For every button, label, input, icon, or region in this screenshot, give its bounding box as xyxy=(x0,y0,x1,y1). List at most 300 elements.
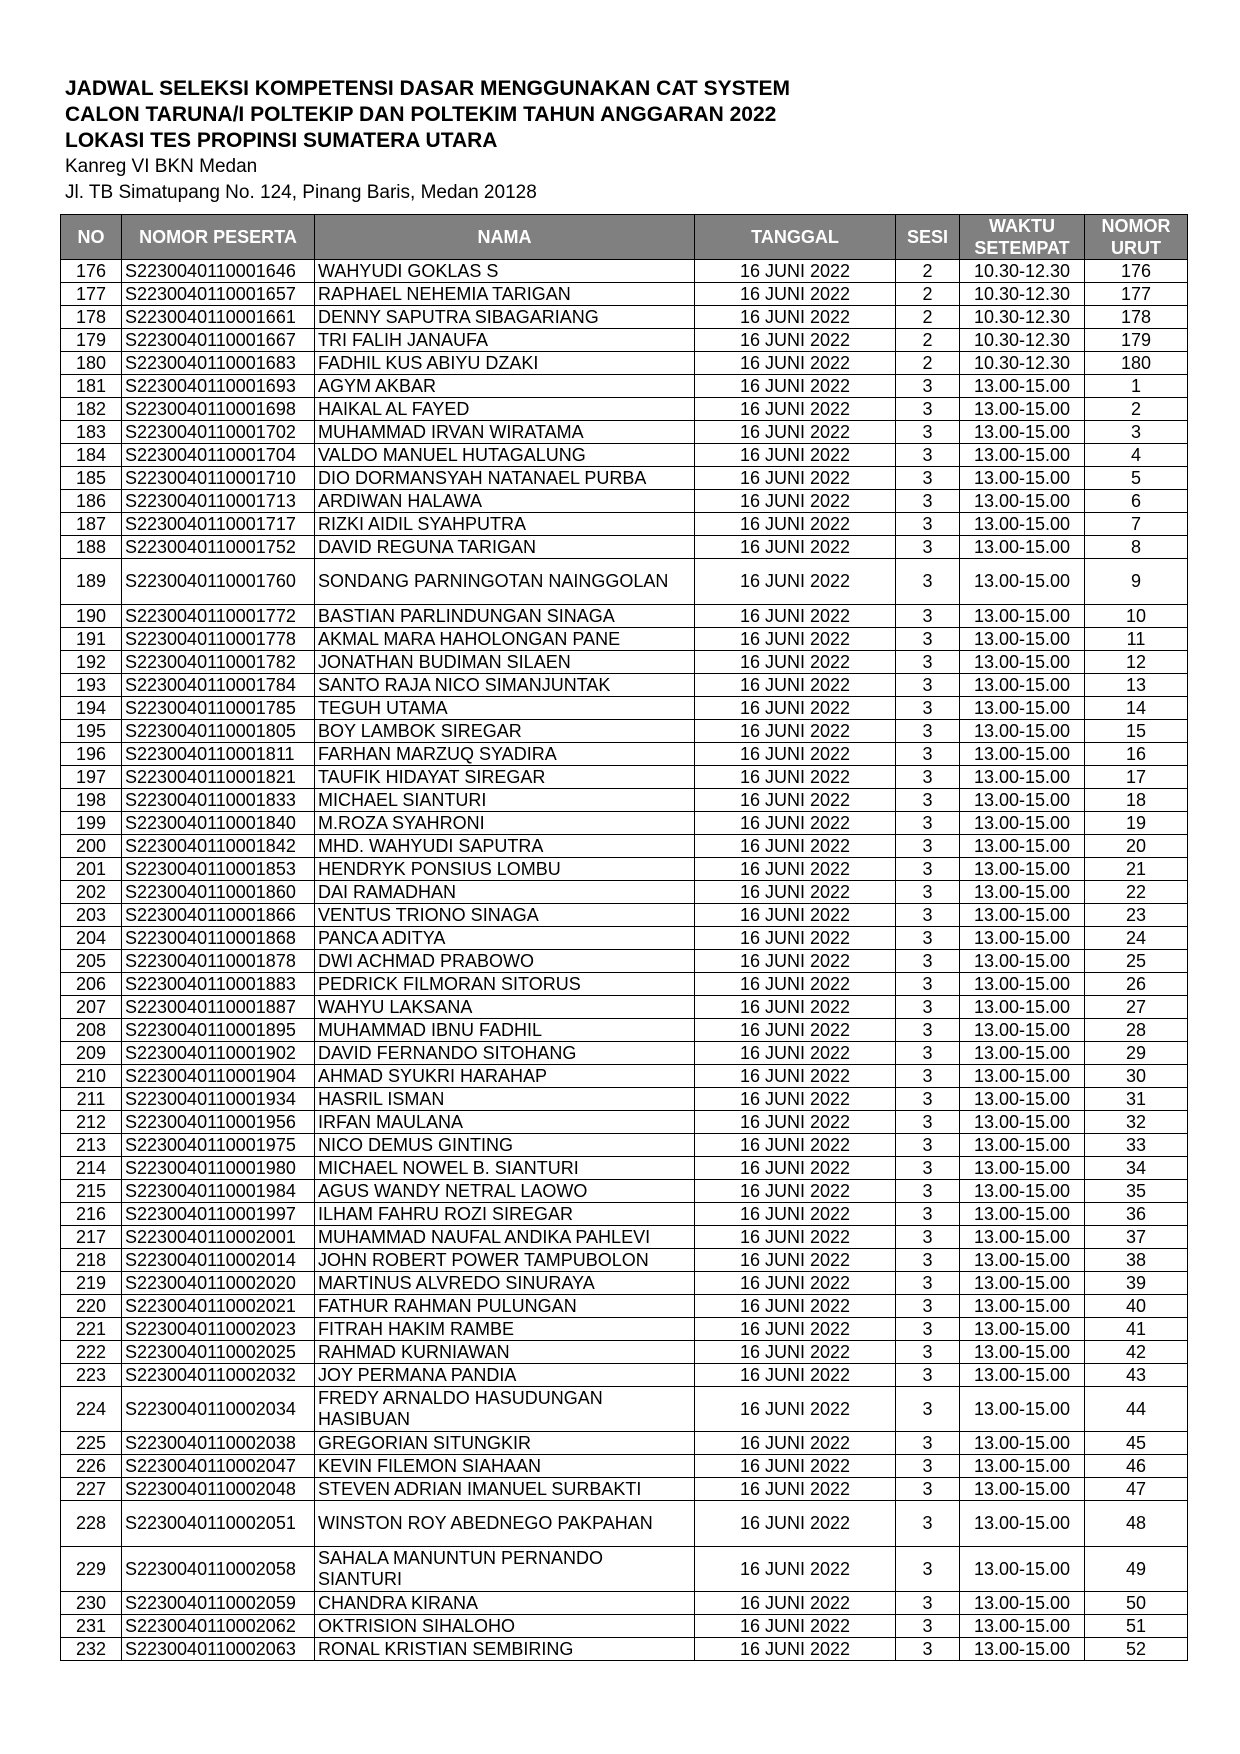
cell-tanggal: 16 JUNI 2022 xyxy=(695,490,896,513)
cell-tanggal: 16 JUNI 2022 xyxy=(695,1042,896,1065)
cell-sesi: 3 xyxy=(896,398,960,421)
cell-nomor-peserta: S2230040110001984 xyxy=(122,1180,315,1203)
table-body xyxy=(61,260,1188,1661)
table-row xyxy=(61,789,1188,812)
cell-tanggal: 16 JUNI 2022 xyxy=(695,1226,896,1249)
title-line-3: LOKASI TES PROPINSI SUMATERA UTARA xyxy=(65,129,498,152)
cell-waktu-setempat: 13.00-15.00 xyxy=(960,490,1085,513)
table-row xyxy=(61,375,1188,398)
cell-no: 232 xyxy=(61,1638,122,1661)
cell-nama: ILHAM FAHRU ROZI SIREGAR xyxy=(315,1203,695,1226)
table-row xyxy=(61,490,1188,513)
cell-sesi: 3 xyxy=(896,674,960,697)
cell-nomor-peserta: S2230040110001760 xyxy=(122,559,315,605)
table-row xyxy=(61,398,1188,421)
cell-waktu-setempat: 10.30-12.30 xyxy=(960,260,1085,283)
cell-nomor-peserta: S2230040110001878 xyxy=(122,950,315,973)
cell-no: 184 xyxy=(61,444,122,467)
cell-tanggal: 16 JUNI 2022 xyxy=(695,467,896,490)
cell-no: 187 xyxy=(61,513,122,536)
cell-nomor-peserta: S2230040110001997 xyxy=(122,1203,315,1226)
cell-nomor-urut: 33 xyxy=(1085,1134,1188,1157)
cell-nomor-urut: 179 xyxy=(1085,329,1188,352)
cell-tanggal: 16 JUNI 2022 xyxy=(695,1134,896,1157)
cell-nomor-peserta: S2230040110001866 xyxy=(122,904,315,927)
cell-sesi: 3 xyxy=(896,513,960,536)
venue-address: Jl. TB Simatupang No. 124, Pinang Baris, Medan 20128 xyxy=(65,182,537,203)
cell-tanggal: 16 JUNI 2022 xyxy=(695,1019,896,1042)
cell-no: 225 xyxy=(61,1432,122,1455)
table-row xyxy=(61,651,1188,674)
cell-nomor-peserta: S2230040110002020 xyxy=(122,1272,315,1295)
cell-nama: AHMAD SYUKRI HARAHAP xyxy=(315,1065,695,1088)
table-row xyxy=(61,1387,1188,1432)
cell-nomor-urut: 16 xyxy=(1085,743,1188,766)
cell-no: 178 xyxy=(61,306,122,329)
cell-nama: STEVEN ADRIAN IMANUEL SURBAKTI xyxy=(315,1478,695,1501)
cell-tanggal: 16 JUNI 2022 xyxy=(695,1592,896,1615)
cell-waktu-setempat: 13.00-15.00 xyxy=(960,1592,1085,1615)
cell-sesi: 2 xyxy=(896,306,960,329)
cell-nomor-urut: 51 xyxy=(1085,1615,1188,1638)
cell-nama: NICO DEMUS GINTING xyxy=(315,1134,695,1157)
cell-no: 206 xyxy=(61,973,122,996)
cell-waktu-setempat: 13.00-15.00 xyxy=(960,1318,1085,1341)
table-row xyxy=(61,536,1188,559)
cell-sesi: 3 xyxy=(896,743,960,766)
cell-nama: HAIKAL AL FAYED xyxy=(315,398,695,421)
cell-nomor-peserta: S2230040110001840 xyxy=(122,812,315,835)
cell-tanggal: 16 JUNI 2022 xyxy=(695,1547,896,1592)
table-row xyxy=(61,1478,1188,1501)
table-row xyxy=(61,1501,1188,1547)
cell-waktu-setempat: 10.30-12.30 xyxy=(960,306,1085,329)
cell-tanggal: 16 JUNI 2022 xyxy=(695,766,896,789)
cell-waktu-setempat: 13.00-15.00 xyxy=(960,812,1085,835)
cell-nama: VENTUS TRIONO SINAGA xyxy=(315,904,695,927)
cell-nomor-peserta: S2230040110001980 xyxy=(122,1157,315,1180)
table-row xyxy=(61,697,1188,720)
cell-sesi: 3 xyxy=(896,536,960,559)
cell-nomor-urut: 42 xyxy=(1085,1341,1188,1364)
cell-nama: TAUFIK HIDAYAT SIREGAR xyxy=(315,766,695,789)
cell-no: 219 xyxy=(61,1272,122,1295)
cell-tanggal: 16 JUNI 2022 xyxy=(695,260,896,283)
cell-waktu-setempat: 13.00-15.00 xyxy=(960,513,1085,536)
cell-tanggal: 16 JUNI 2022 xyxy=(695,789,896,812)
cell-nomor-urut: 40 xyxy=(1085,1295,1188,1318)
cell-nama: WAHYU LAKSANA xyxy=(315,996,695,1019)
cell-nomor-urut: 31 xyxy=(1085,1088,1188,1111)
cell-nomor-urut: 26 xyxy=(1085,973,1188,996)
cell-no: 185 xyxy=(61,467,122,490)
cell-sesi: 3 xyxy=(896,1203,960,1226)
cell-waktu-setempat: 13.00-15.00 xyxy=(960,536,1085,559)
table-row xyxy=(61,835,1188,858)
cell-sesi: 3 xyxy=(896,444,960,467)
cell-nama: RIZKI AIDIL SYAHPUTRA xyxy=(315,513,695,536)
cell-no: 195 xyxy=(61,720,122,743)
cell-tanggal: 16 JUNI 2022 xyxy=(695,1157,896,1180)
cell-nomor-peserta: S2230040110002051 xyxy=(122,1501,315,1547)
cell-waktu-setempat: 13.00-15.00 xyxy=(960,1203,1085,1226)
cell-sesi: 3 xyxy=(896,835,960,858)
cell-waktu-setempat: 13.00-15.00 xyxy=(960,766,1085,789)
cell-nomor-urut: 36 xyxy=(1085,1203,1188,1226)
cell-nomor-urut: 11 xyxy=(1085,628,1188,651)
table-row xyxy=(61,1065,1188,1088)
table-row xyxy=(61,858,1188,881)
cell-sesi: 3 xyxy=(896,559,960,605)
cell-waktu-setempat: 13.00-15.00 xyxy=(960,1111,1085,1134)
table-row xyxy=(61,881,1188,904)
cell-nama: DAI RAMADHAN xyxy=(315,881,695,904)
cell-waktu-setempat: 13.00-15.00 xyxy=(960,1042,1085,1065)
cell-tanggal: 16 JUNI 2022 xyxy=(695,1387,896,1432)
cell-waktu-setempat: 13.00-15.00 xyxy=(960,1295,1085,1318)
cell-no: 191 xyxy=(61,628,122,651)
cell-no: 186 xyxy=(61,490,122,513)
cell-tanggal: 16 JUNI 2022 xyxy=(695,1478,896,1501)
table-row xyxy=(61,1295,1188,1318)
cell-nama: GREGORIAN SITUNGKIR xyxy=(315,1432,695,1455)
cell-nama: M.ROZA SYAHRONI xyxy=(315,812,695,835)
cell-waktu-setempat: 13.00-15.00 xyxy=(960,1638,1085,1661)
title-line-1: JADWAL SELEKSI KOMPETENSI DASAR MENGGUNAKAN CAT SYSTEM xyxy=(65,77,790,100)
cell-tanggal: 16 JUNI 2022 xyxy=(695,720,896,743)
cell-nomor-urut: 176 xyxy=(1085,260,1188,283)
cell-nomor-urut: 24 xyxy=(1085,927,1188,950)
cell-no: 208 xyxy=(61,1019,122,1042)
cell-nomor-peserta: S2230040110002047 xyxy=(122,1455,315,1478)
cell-sesi: 3 xyxy=(896,973,960,996)
cell-tanggal: 16 JUNI 2022 xyxy=(695,1295,896,1318)
cell-sesi: 3 xyxy=(896,651,960,674)
cell-nomor-peserta: S2230040110002025 xyxy=(122,1341,315,1364)
cell-waktu-setempat: 13.00-15.00 xyxy=(960,628,1085,651)
cell-nomor-peserta: S2230040110001702 xyxy=(122,421,315,444)
cell-nomor-urut: 13 xyxy=(1085,674,1188,697)
cell-sesi: 3 xyxy=(896,1364,960,1387)
cell-waktu-setempat: 13.00-15.00 xyxy=(960,858,1085,881)
table-row xyxy=(61,605,1188,628)
cell-nomor-peserta: S2230040110001887 xyxy=(122,996,315,1019)
cell-waktu-setempat: 13.00-15.00 xyxy=(960,1478,1085,1501)
cell-nama: HENDRYK PONSIUS LOMBU xyxy=(315,858,695,881)
cell-nomor-urut: 180 xyxy=(1085,352,1188,375)
cell-no: 188 xyxy=(61,536,122,559)
cell-nama: VALDO MANUEL HUTAGALUNG xyxy=(315,444,695,467)
cell-nama: CHANDRA KIRANA xyxy=(315,1592,695,1615)
cell-nama: KEVIN FILEMON SIAHAAN xyxy=(315,1455,695,1478)
cell-nomor-peserta: S2230040110002062 xyxy=(122,1615,315,1638)
cell-nomor-urut: 6 xyxy=(1085,490,1188,513)
cell-nomor-urut: 5 xyxy=(1085,467,1188,490)
cell-waktu-setempat: 13.00-15.00 xyxy=(960,1341,1085,1364)
table-row xyxy=(61,1019,1188,1042)
table-row xyxy=(61,1088,1188,1111)
cell-tanggal: 16 JUNI 2022 xyxy=(695,536,896,559)
table-row xyxy=(61,720,1188,743)
cell-tanggal: 16 JUNI 2022 xyxy=(695,421,896,444)
cell-nomor-peserta: S2230040110001821 xyxy=(122,766,315,789)
cell-nomor-peserta: S2230040110002001 xyxy=(122,1226,315,1249)
cell-nama: DAVID REGUNA TARIGAN xyxy=(315,536,695,559)
cell-tanggal: 16 JUNI 2022 xyxy=(695,996,896,1019)
cell-nomor-peserta: S2230040110001772 xyxy=(122,605,315,628)
cell-no: 210 xyxy=(61,1065,122,1088)
cell-no: 176 xyxy=(61,260,122,283)
cell-sesi: 3 xyxy=(896,1019,960,1042)
cell-tanggal: 16 JUNI 2022 xyxy=(695,1088,896,1111)
cell-nomor-urut: 177 xyxy=(1085,283,1188,306)
cell-sesi: 3 xyxy=(896,1249,960,1272)
cell-nomor-peserta: S2230040110001752 xyxy=(122,536,315,559)
cell-tanggal: 16 JUNI 2022 xyxy=(695,444,896,467)
cell-nomor-urut: 25 xyxy=(1085,950,1188,973)
cell-nama: DAVID FERNANDO SITOHANG xyxy=(315,1042,695,1065)
cell-nama: PANCA ADITYA xyxy=(315,927,695,950)
table-row xyxy=(61,674,1188,697)
schedule-table xyxy=(60,214,1188,1661)
cell-sesi: 3 xyxy=(896,1180,960,1203)
cell-waktu-setempat: 13.00-15.00 xyxy=(960,1432,1085,1455)
cell-nomor-urut: 15 xyxy=(1085,720,1188,743)
cell-sesi: 3 xyxy=(896,1478,960,1501)
table-row xyxy=(61,1180,1188,1203)
cell-nomor-urut: 32 xyxy=(1085,1111,1188,1134)
cell-tanggal: 16 JUNI 2022 xyxy=(695,1638,896,1661)
cell-nomor-urut: 46 xyxy=(1085,1455,1188,1478)
cell-nomor-peserta: S2230040110001860 xyxy=(122,881,315,904)
cell-waktu-setempat: 13.00-15.00 xyxy=(960,1501,1085,1547)
cell-sesi: 3 xyxy=(896,1638,960,1661)
cell-nama: PEDRICK FILMORAN SITORUS xyxy=(315,973,695,996)
table-row xyxy=(61,950,1188,973)
table-row xyxy=(61,421,1188,444)
cell-tanggal: 16 JUNI 2022 xyxy=(695,1615,896,1638)
cell-tanggal: 16 JUNI 2022 xyxy=(695,1318,896,1341)
cell-waktu-setempat: 13.00-15.00 xyxy=(960,674,1085,697)
cell-sesi: 2 xyxy=(896,329,960,352)
table-row xyxy=(61,1432,1188,1455)
cell-tanggal: 16 JUNI 2022 xyxy=(695,352,896,375)
cell-nomor-urut: 3 xyxy=(1085,421,1188,444)
cell-nama: AGYM AKBAR xyxy=(315,375,695,398)
cell-waktu-setempat: 13.00-15.00 xyxy=(960,651,1085,674)
table-row xyxy=(61,1592,1188,1615)
cell-nomor-peserta: S2230040110002032 xyxy=(122,1364,315,1387)
cell-tanggal: 16 JUNI 2022 xyxy=(695,697,896,720)
cell-sesi: 3 xyxy=(896,1592,960,1615)
cell-nomor-peserta: S2230040110001853 xyxy=(122,858,315,881)
cell-waktu-setempat: 10.30-12.30 xyxy=(960,329,1085,352)
cell-nomor-urut: 43 xyxy=(1085,1364,1188,1387)
cell-nomor-urut: 48 xyxy=(1085,1501,1188,1547)
cell-nomor-urut: 22 xyxy=(1085,881,1188,904)
cell-nomor-urut: 1 xyxy=(1085,375,1188,398)
cell-tanggal: 16 JUNI 2022 xyxy=(695,1249,896,1272)
cell-nomor-peserta: S2230040110001661 xyxy=(122,306,315,329)
cell-tanggal: 16 JUNI 2022 xyxy=(695,904,896,927)
cell-tanggal: 16 JUNI 2022 xyxy=(695,628,896,651)
cell-no: 207 xyxy=(61,996,122,1019)
cell-sesi: 3 xyxy=(896,1295,960,1318)
cell-tanggal: 16 JUNI 2022 xyxy=(695,1111,896,1134)
cell-nomor-urut: 30 xyxy=(1085,1065,1188,1088)
table-row xyxy=(61,513,1188,536)
cell-nomor-urut: 37 xyxy=(1085,1226,1188,1249)
cell-nomor-peserta: S2230040110001713 xyxy=(122,490,315,513)
cell-tanggal: 16 JUNI 2022 xyxy=(695,651,896,674)
cell-nama: WINSTON ROY ABEDNEGO PAKPAHAN xyxy=(315,1501,695,1547)
cell-waktu-setempat: 13.00-15.00 xyxy=(960,1455,1085,1478)
cell-waktu-setempat: 13.00-15.00 xyxy=(960,1364,1085,1387)
cell-nomor-urut: 4 xyxy=(1085,444,1188,467)
cell-waktu-setempat: 13.00-15.00 xyxy=(960,973,1085,996)
cell-tanggal: 16 JUNI 2022 xyxy=(695,835,896,858)
cell-no: 211 xyxy=(61,1088,122,1111)
cell-tanggal: 16 JUNI 2022 xyxy=(695,306,896,329)
cell-no: 194 xyxy=(61,697,122,720)
table-row xyxy=(61,743,1188,766)
cell-nomor-peserta: S2230040110001784 xyxy=(122,674,315,697)
cell-tanggal: 16 JUNI 2022 xyxy=(695,743,896,766)
cell-nomor-peserta: S2230040110002021 xyxy=(122,1295,315,1318)
cell-sesi: 3 xyxy=(896,766,960,789)
cell-no: 192 xyxy=(61,651,122,674)
table-header-row xyxy=(61,215,1188,260)
cell-nama: JONATHAN BUDIMAN SILAEN xyxy=(315,651,695,674)
cell-nomor-peserta: S2230040110001667 xyxy=(122,329,315,352)
table-row xyxy=(61,996,1188,1019)
cell-nama: HASRIL ISMAN xyxy=(315,1088,695,1111)
cell-sesi: 3 xyxy=(896,1226,960,1249)
table-row xyxy=(61,904,1188,927)
cell-waktu-setempat: 13.00-15.00 xyxy=(960,1088,1085,1111)
venue-name: Kanreg VI BKN Medan xyxy=(65,156,258,177)
cell-no: 209 xyxy=(61,1042,122,1065)
cell-no: 226 xyxy=(61,1455,122,1478)
cell-nomor-peserta: S2230040110001902 xyxy=(122,1042,315,1065)
cell-no: 179 xyxy=(61,329,122,352)
cell-no: 222 xyxy=(61,1341,122,1364)
column-header-nama: NAMA xyxy=(315,215,695,260)
cell-sesi: 2 xyxy=(896,352,960,375)
table-row xyxy=(61,1364,1188,1387)
cell-waktu-setempat: 13.00-15.00 xyxy=(960,720,1085,743)
table-row xyxy=(61,283,1188,306)
cell-tanggal: 16 JUNI 2022 xyxy=(695,674,896,697)
cell-nama: MUHAMMAD IBNU FADHIL xyxy=(315,1019,695,1042)
table-row xyxy=(61,1157,1188,1180)
cell-nomor-urut: 27 xyxy=(1085,996,1188,1019)
table-row xyxy=(61,1272,1188,1295)
cell-nomor-peserta: S2230040110001833 xyxy=(122,789,315,812)
cell-waktu-setempat: 13.00-15.00 xyxy=(960,375,1085,398)
table-row xyxy=(61,1203,1188,1226)
cell-no: 200 xyxy=(61,835,122,858)
cell-nomor-urut: 17 xyxy=(1085,766,1188,789)
column-header-nomor-peserta: NOMOR PESERTA xyxy=(122,215,315,260)
cell-tanggal: 16 JUNI 2022 xyxy=(695,812,896,835)
cell-sesi: 2 xyxy=(896,283,960,306)
cell-sesi: 2 xyxy=(896,260,960,283)
cell-waktu-setempat: 13.00-15.00 xyxy=(960,605,1085,628)
cell-nomor-peserta: S2230040110001805 xyxy=(122,720,315,743)
cell-waktu-setempat: 13.00-15.00 xyxy=(960,697,1085,720)
cell-nomor-urut: 23 xyxy=(1085,904,1188,927)
cell-nomor-peserta: S2230040110001704 xyxy=(122,444,315,467)
cell-no: 217 xyxy=(61,1226,122,1249)
cell-nama: IRFAN MAULANA xyxy=(315,1111,695,1134)
cell-waktu-setempat: 13.00-15.00 xyxy=(960,1272,1085,1295)
cell-tanggal: 16 JUNI 2022 xyxy=(695,1203,896,1226)
cell-sesi: 3 xyxy=(896,1065,960,1088)
cell-sesi: 3 xyxy=(896,904,960,927)
column-header-waktu-setempat: WAKTU SETEMPAT xyxy=(960,215,1085,260)
cell-no: 227 xyxy=(61,1478,122,1501)
cell-waktu-setempat: 10.30-12.30 xyxy=(960,352,1085,375)
cell-sesi: 3 xyxy=(896,927,960,950)
cell-nama: AGUS WANDY NETRAL LAOWO xyxy=(315,1180,695,1203)
cell-nomor-urut: 49 xyxy=(1085,1547,1188,1592)
table-row xyxy=(61,1134,1188,1157)
cell-nama: BASTIAN PARLINDUNGAN SINAGA xyxy=(315,605,695,628)
cell-sesi: 3 xyxy=(896,490,960,513)
cell-waktu-setempat: 13.00-15.00 xyxy=(960,927,1085,950)
cell-tanggal: 16 JUNI 2022 xyxy=(695,1364,896,1387)
cell-no: 212 xyxy=(61,1111,122,1134)
cell-nomor-urut: 29 xyxy=(1085,1042,1188,1065)
cell-nomor-urut: 12 xyxy=(1085,651,1188,674)
cell-no: 204 xyxy=(61,927,122,950)
column-header-no: NO xyxy=(61,215,122,260)
cell-no: 214 xyxy=(61,1157,122,1180)
cell-nama: DENNY SAPUTRA SIBAGARIANG xyxy=(315,306,695,329)
cell-sesi: 3 xyxy=(896,1272,960,1295)
cell-no: 201 xyxy=(61,858,122,881)
cell-nama: WAHYUDI GOKLAS S xyxy=(315,260,695,283)
cell-no: 215 xyxy=(61,1180,122,1203)
cell-nama: MUHAMMAD NAUFAL ANDIKA PAHLEVI xyxy=(315,1226,695,1249)
table-row xyxy=(61,467,1188,490)
cell-tanggal: 16 JUNI 2022 xyxy=(695,1272,896,1295)
cell-nomor-urut: 38 xyxy=(1085,1249,1188,1272)
cell-no: 193 xyxy=(61,674,122,697)
cell-waktu-setempat: 13.00-15.00 xyxy=(960,789,1085,812)
title-line-2: CALON TARUNA/I POLTEKIP DAN POLTEKIM TAHUN ANGGARAN 2022 xyxy=(65,103,777,126)
cell-sesi: 3 xyxy=(896,1501,960,1547)
table-row xyxy=(61,559,1188,605)
cell-nomor-peserta: S2230040110001883 xyxy=(122,973,315,996)
cell-nomor-peserta: S2230040110001782 xyxy=(122,651,315,674)
cell-waktu-setempat: 13.00-15.00 xyxy=(960,1547,1085,1592)
cell-waktu-setempat: 13.00-15.00 xyxy=(960,1615,1085,1638)
cell-nama: ARDIWAN HALAWA xyxy=(315,490,695,513)
cell-nomor-peserta: S2230040110001698 xyxy=(122,398,315,421)
cell-no: 221 xyxy=(61,1318,122,1341)
cell-no: 220 xyxy=(61,1295,122,1318)
cell-sesi: 3 xyxy=(896,789,960,812)
cell-nomor-peserta: S2230040110001646 xyxy=(122,260,315,283)
cell-nomor-peserta: S2230040110002023 xyxy=(122,1318,315,1341)
cell-nama: DWI ACHMAD PRABOWO xyxy=(315,950,695,973)
column-header-nomor-urut: NOMOR URUT xyxy=(1085,215,1188,260)
cell-sesi: 3 xyxy=(896,1088,960,1111)
cell-no: 229 xyxy=(61,1547,122,1592)
cell-nomor-peserta: S2230040110002058 xyxy=(122,1547,315,1592)
